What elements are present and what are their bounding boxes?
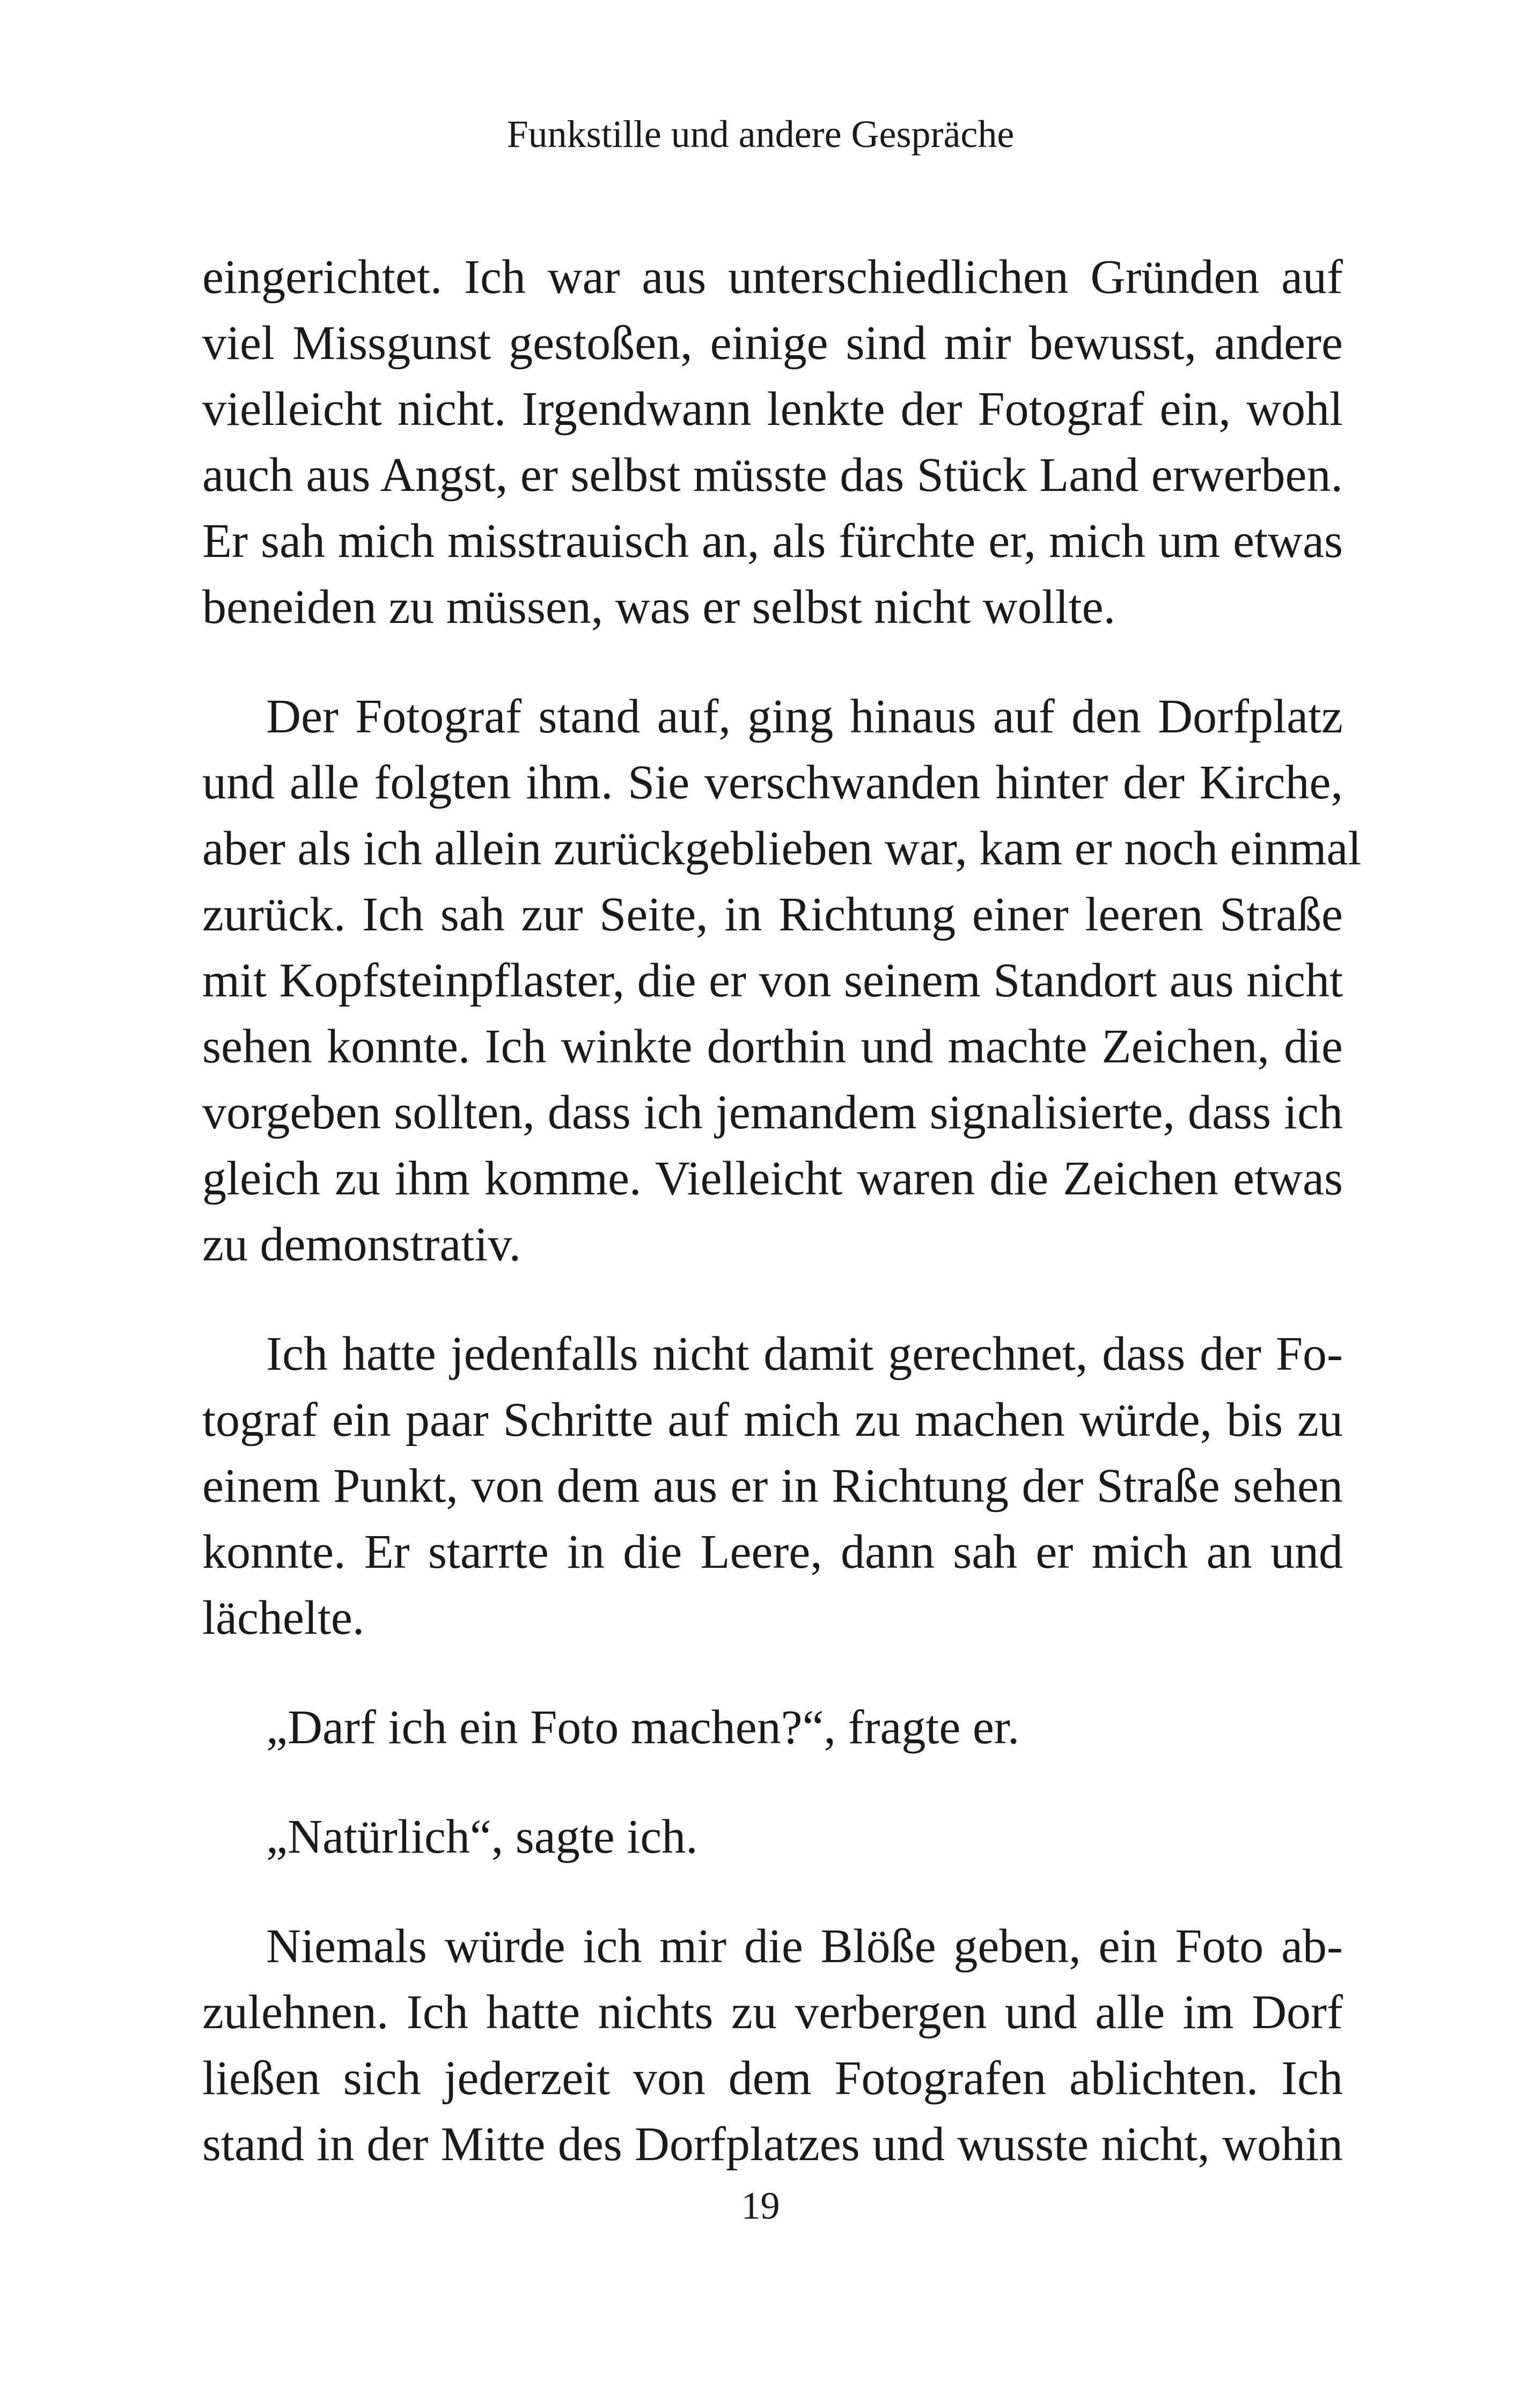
- text-line: vielleicht nicht. Irgendwann lenkte der Fotograf ein, wohl: [202, 383, 1343, 436]
- text-line: einem Punkt, von dem aus er in Richtung der Straße sehen: [202, 1459, 1343, 1513]
- text-line: tograf ein paar Schritte auf mich zu machen würde, bis zu: [202, 1393, 1343, 1447]
- text-line: sehen konnte. Ich winkte dorthin und machte Zeichen, die: [202, 1020, 1343, 1073]
- text-line: lächelte.: [202, 1591, 365, 1645]
- text-line: konnte. Er starrte in die Leere, dann sah er mich an und: [202, 1525, 1343, 1579]
- paragraph: [202, 1804, 1343, 1870]
- text-line: Niemals würde ich mir die Blöße geben, ein Foto ab-: [266, 1920, 1343, 1973]
- text-line: und alle folgten ihm. Sie verschwanden hinter der Kirche,: [202, 756, 1343, 809]
- text-line: zurück. Ich sah zur Seite, in Richtung einer leeren Straße: [202, 888, 1343, 941]
- paragraph: [202, 1321, 1343, 1651]
- text-line: zu demonstrativ.: [202, 1218, 521, 1271]
- text-line: eingerichtet. Ich war aus unterschiedlichen Gründen auf: [202, 251, 1343, 304]
- text-line: ließen sich jederzeit von dem Fotografen ablichten. Ich: [202, 2052, 1343, 2105]
- text-line: auch aus Angst, er selbst müsste das Stück Land erwerben.: [202, 449, 1343, 502]
- text-line: vorgeben sollten, dass ich jemandem signalisierte, dass ich: [202, 1086, 1343, 1139]
- text-line: beneiden zu müssen, was er selbst nicht wollte.: [202, 581, 1116, 634]
- text-line: stand in der Mitte des Dorfplatzes und wusste nicht, wohin: [202, 2118, 1343, 2171]
- page-number: 19: [741, 2184, 780, 2227]
- text-line: Er sah mich misstrauisch an, als fürchte er, mich um etwas: [202, 515, 1343, 568]
- paragraph: [202, 244, 1343, 640]
- body-text: [202, 244, 1362, 2177]
- text-line: „Natürlich“, sagte ich.: [266, 1810, 698, 1863]
- running-header: Funkstille und andere Gespräche: [506, 113, 1015, 156]
- text-line: gleich zu ihm komme. Vielleicht waren die Zeichen etwas: [202, 1152, 1343, 1205]
- text-line: Der Fotograf stand auf, ging hinaus auf den Dorfplatz: [266, 690, 1343, 743]
- text-line: mit Kopfsteinpflaster, die er von seinem Standort aus nicht: [202, 954, 1343, 1007]
- text-line: Ich hatte jedenfalls nicht damit gerechnet, dass der Fo-: [266, 1327, 1343, 1381]
- text-line: viel Missgunst gestoßen, einige sind mir bewusst, andere: [202, 317, 1343, 370]
- text-line: „Darf ich ein Foto machen?“, fragte er.: [266, 1701, 1020, 1754]
- text-line: zulehnen. Ich hatte nichts zu verbergen und alle im Dorf: [202, 1986, 1343, 2039]
- paragraph: [202, 684, 1362, 1278]
- paragraph: [202, 1694, 1343, 1760]
- text-line: aber als ich allein zurückgeblieben war, kam er noch einmal: [202, 822, 1362, 875]
- paragraph: [202, 1913, 1343, 2177]
